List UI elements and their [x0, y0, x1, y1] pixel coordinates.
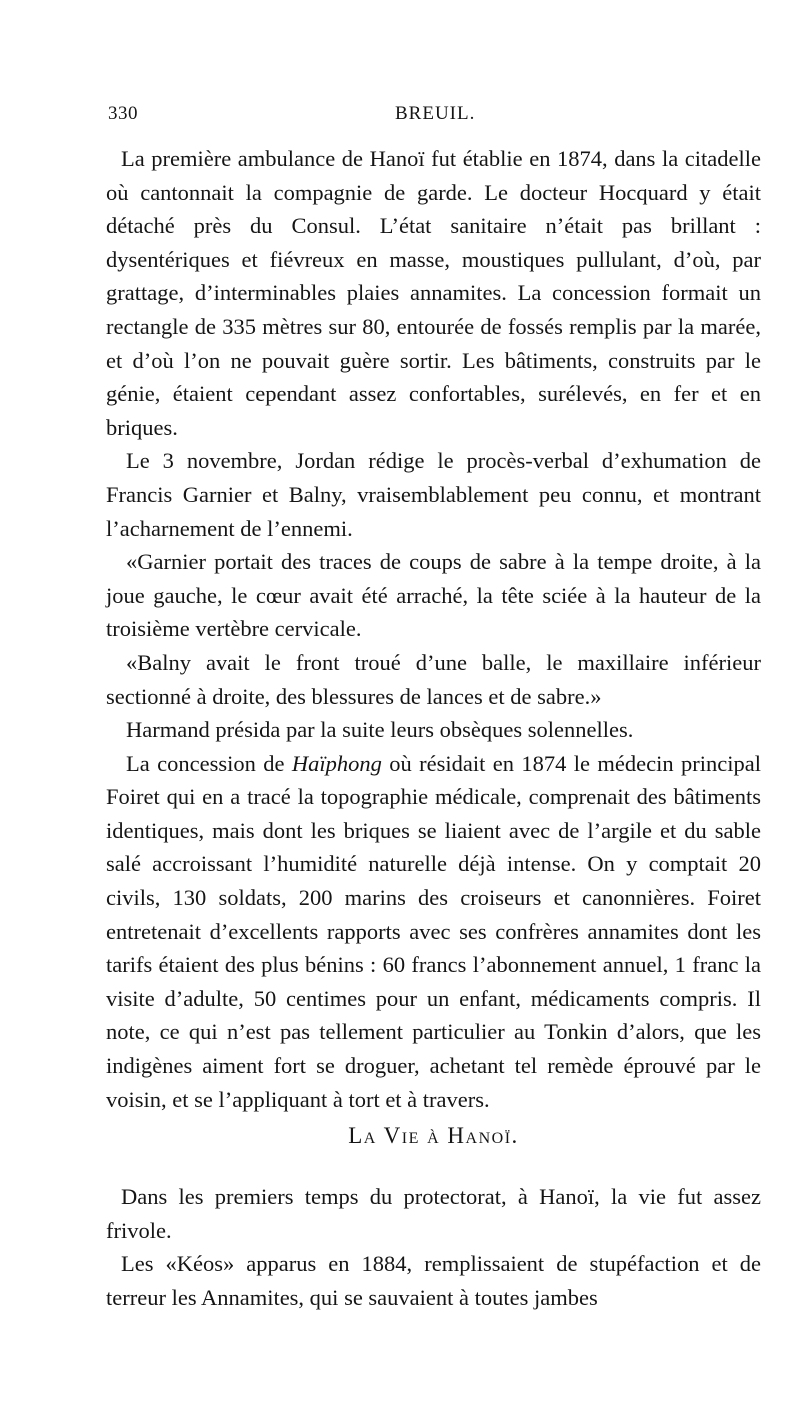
haiphong-place-name: Haïphong — [291, 750, 382, 776]
section-heading: La Vie à Hanoï. — [348, 1123, 519, 1148]
paragraph-obseques: Harmand présida par la suite leurs obsèques solennelles. — [126, 717, 634, 743]
paragraph-garnier-quote: «Garnier portait des traces de coups de sabre à la tempe droite, à la joue gauche, le cœur avait été arraché, la tête sciée à la hauteur de la troisième vertèbre cervicale. — [106, 549, 761, 642]
paragraph-ambulance: La première ambulance de Hanoï fut établie en 1874, dans la citadelle où cantonnait la compagnie de garde. Le docteur Hocquard y était détaché près du Consul. L’état sanitaire n’était pas brillant : dysentériques et fiévreux en masse, moustiques pullulant, d’où, par grattage, d’interminables plaies annamites. La concession formait un rectangle de 335 mètres sur 80, entourée de fossés remplis par la marée, et d’où l’on ne pouvait guère sortir. Les bâtiments, construits par le génie, étaient cependant assez confortables, surélevés, en fer et en briques. — [106, 146, 761, 440]
section-text — [106, 1180, 761, 1314]
haiphong-rest: où résidait en 1874 le médecin principal Foiret qui en a tracé la topographie médicale, comprenait des bâtiments identiques, mais dont les briques se liaient avec de l’argile et du sable salé accroissant l’humidité naturelle déjà intense. On y comptait 20 civils, 130 soldats, 200 marins des croiseurs et canonnières. Foiret entretenait d’excellents rapports avec ses confrères annamites dont les tarifs étaient des plus bénins : 60 francs l’abonnement annuel, 1 franc la visite d’adulte, 50 centimes pour un enfant, médicaments compris. Il note, ce qui n’est pas tellement particulier au Tonkin d’alors, que les indigènes aiment fort se droguer, achetant tel remède éprouvé par le voisin, et se l’appliquant à tort et à travers. — [106, 750, 761, 1112]
paragraph-protectorat: Dans les premiers temps du protectorat, à Hanoï, la vie fut assez frivole. — [106, 1184, 761, 1243]
haiphong-lead: La concession de — [126, 750, 292, 776]
running-title: BREUIL. — [395, 103, 476, 124]
paragraph-haiphong — [106, 747, 761, 1117]
page-number: 330 — [108, 103, 138, 124]
main-text — [106, 142, 761, 1116]
running-head — [108, 103, 760, 139]
paragraph-keos: Les «Kéos» apparus en 1884, remplissaient de stupéfaction et de terreur les Annamites, qui se sauvaient à toutes jambes — [106, 1251, 761, 1310]
paragraph-exhumation: Le 3 novembre, Jordan rédige le procès-verbal d’exhumation de Francis Garnier et Balny, vraisemblablement peu connu, et montrant l’acharnement de l’ennemi. — [106, 448, 761, 541]
paragraph-balny-quote: «Balny avait le front troué d’une balle, le maxillaire inférieur sectionné à droite, des blessures de lances et de sabre.» — [106, 649, 761, 709]
